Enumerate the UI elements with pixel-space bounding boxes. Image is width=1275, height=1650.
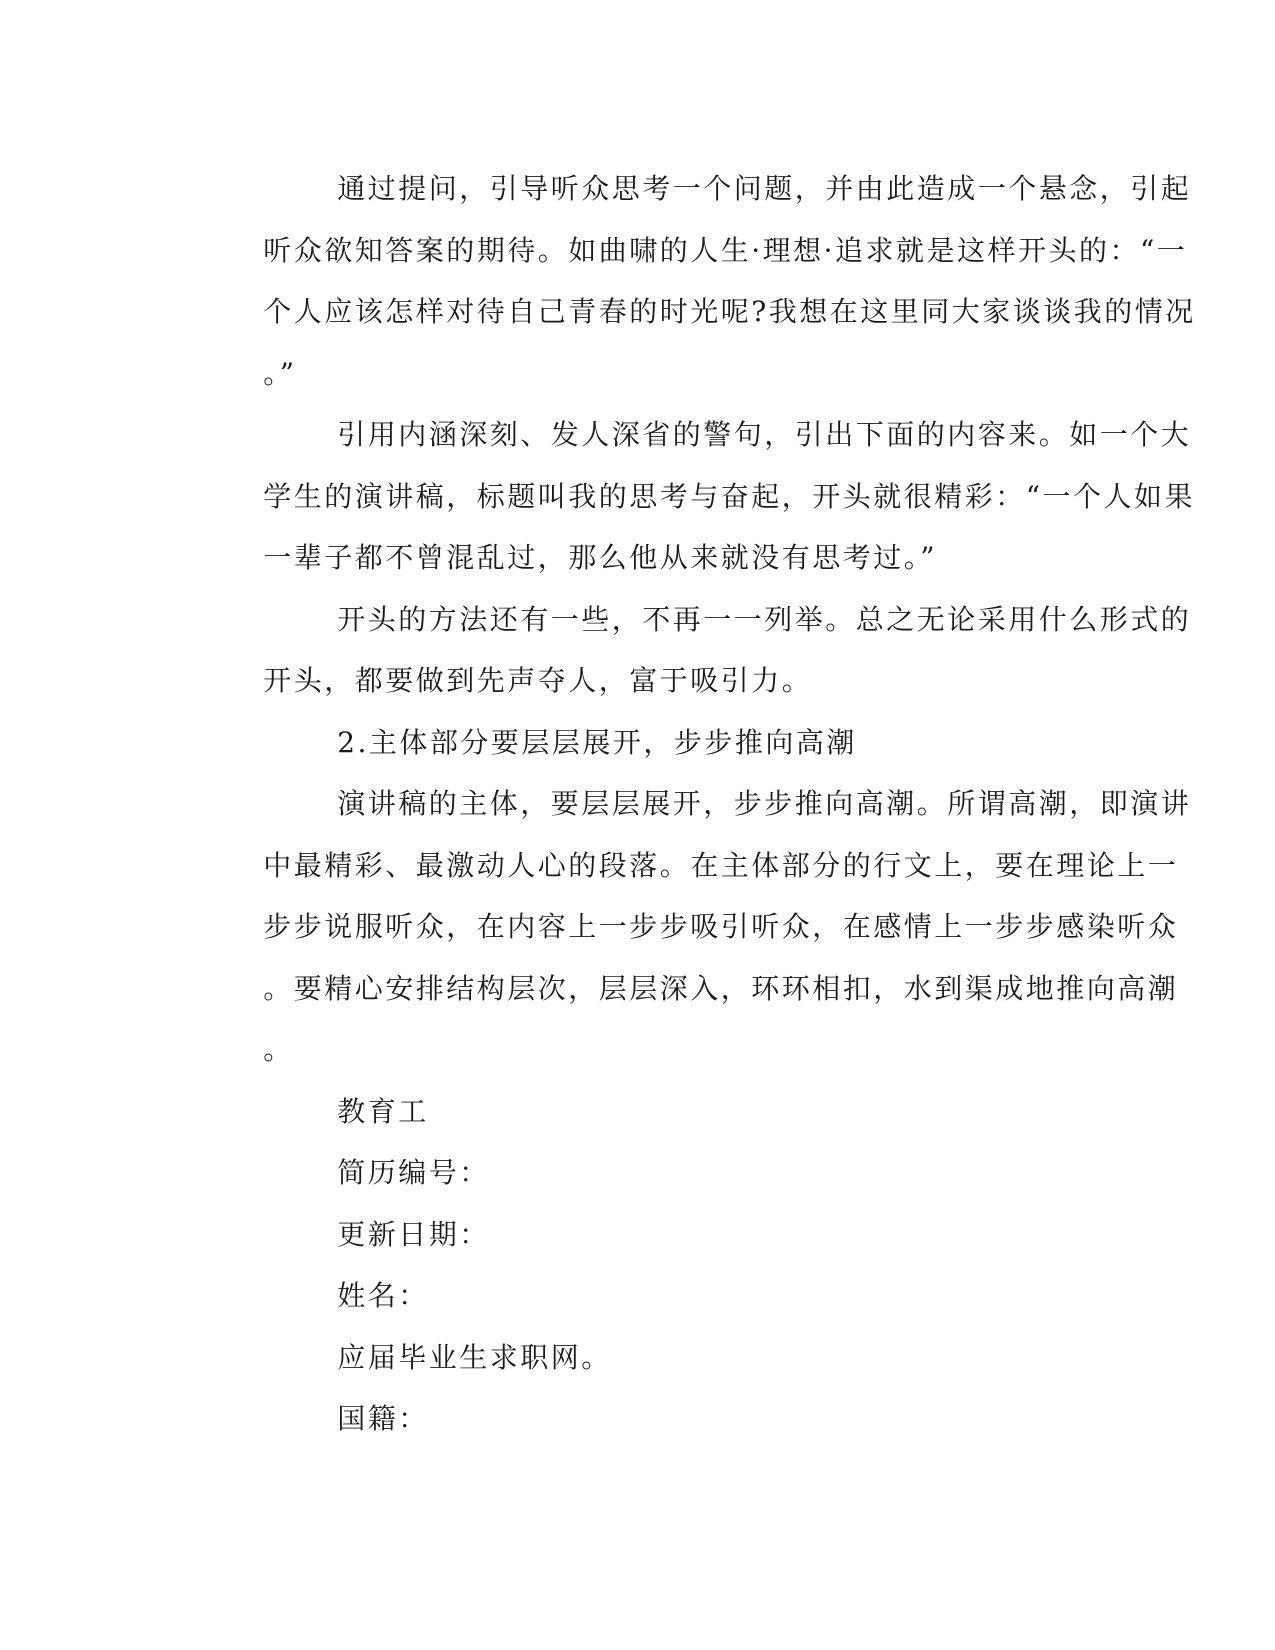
resume-field-id-label bbox=[189, 1142, 1079, 1204]
text-line: 中最精彩、最激动人心的段落。在主体部分的行文上，要在理论上一 bbox=[263, 848, 1179, 882]
text-line: 。” bbox=[263, 356, 297, 390]
resume-field-name-label bbox=[189, 1265, 1079, 1327]
text-line: 引用内涵深刻、发人深省的警句，引出下面的内容来。如一个大 bbox=[337, 418, 1192, 451]
text-line: 。要精心安排结构层次，层层深入，环环相扣，水到渠成地推向高潮 bbox=[263, 971, 1179, 1005]
text-line: 教育工 bbox=[337, 1094, 429, 1128]
text-line: 国籍： bbox=[337, 1402, 429, 1435]
text-line: 通过提问，引导听众思考一个问题，并由此造成一个悬念，引起 bbox=[337, 172, 1192, 205]
text-line: 演讲稿的主体，要层层展开，步步推向高潮。所谓高潮，即演讲 bbox=[337, 787, 1192, 820]
document-body bbox=[189, 158, 1196, 1450]
text-line: 学生的演讲稿，标题叫我的思考与奋起，开头就很精彩：“一个人如果 bbox=[263, 479, 1196, 513]
text-line: 2.主体部分要层层展开，步步推向高潮 bbox=[337, 725, 857, 759]
paragraph-body-climax bbox=[189, 773, 1192, 1081]
text-line: 一辈子都不曾混乱过，那么他从来就没有思考过。” bbox=[263, 541, 938, 574]
resume-field-nationality-label bbox=[189, 1388, 1079, 1450]
text-line: 步步说服听众，在内容上一步步吸引听众，在感情上一步步感染听众 bbox=[263, 910, 1179, 943]
resume-field-update-date-label bbox=[189, 1204, 1079, 1266]
resume-field-source bbox=[189, 1327, 1079, 1389]
section-heading bbox=[189, 712, 1079, 774]
resume-field-title bbox=[189, 1081, 1079, 1143]
text-line: 个人应该怎样对待自己青春的时光呢?我想在这里同大家谈谈我的情况 bbox=[263, 295, 1196, 328]
text-line: 姓名： bbox=[337, 1279, 429, 1312]
paragraph-summary bbox=[189, 589, 1192, 712]
text-line: 开头的方法还有一些，不再一一列举。总之无论采用什么形式的 bbox=[337, 602, 1192, 636]
paragraph-rhetorical-question bbox=[189, 158, 1196, 404]
text-line: 应届毕业生求职网。 bbox=[337, 1340, 612, 1374]
text-line: 简历编号： bbox=[337, 1156, 490, 1189]
text-line: 更新日期： bbox=[337, 1217, 490, 1251]
text-line: 开头，都要做到先声夺人，富于吸引力。 bbox=[263, 664, 813, 697]
paragraph-quotation bbox=[189, 404, 1196, 589]
text-line: 听众欲知答案的期待。如曲啸的人生·理想·追求就是这样开头的：“一 bbox=[263, 233, 1188, 267]
text-line: 。 bbox=[263, 1033, 294, 1066]
